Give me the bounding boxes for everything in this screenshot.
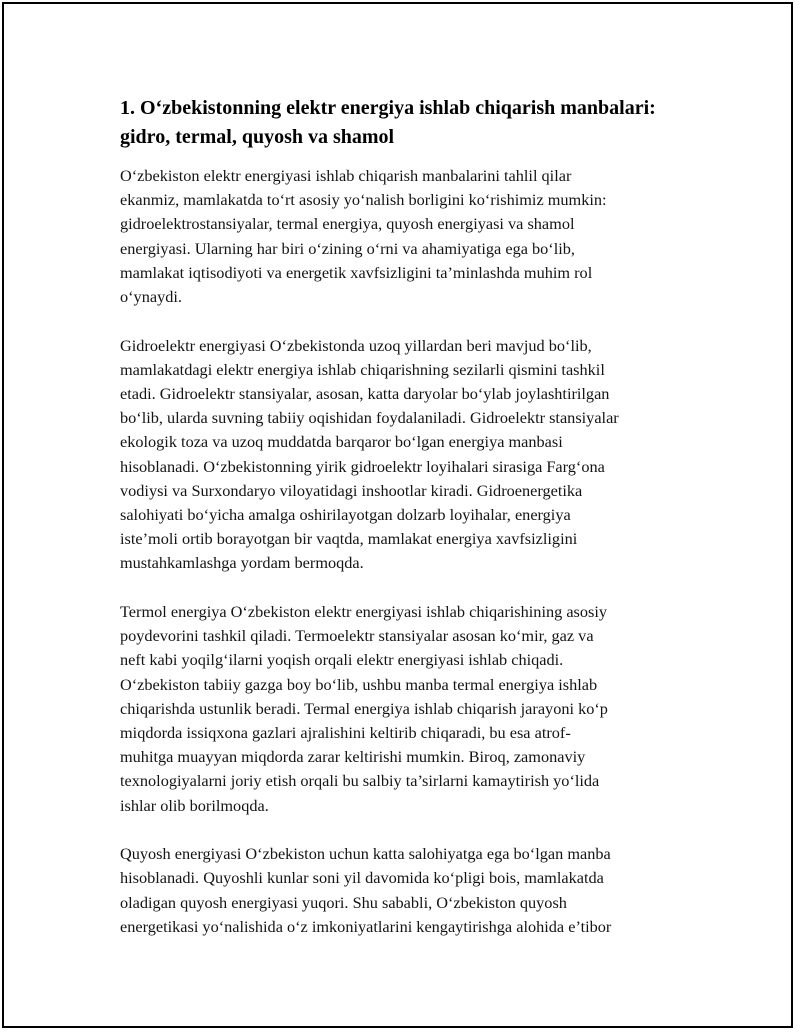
text-line: etadi. Gidroelektr stansiyalar, asosan, katta daryolar bo‘ylab joylashtirilgan <box>120 384 610 404</box>
text-line: mustahkamlashga yordam bermoqda. <box>120 553 364 573</box>
text-line: salohiyati bo‘yicha amalga oshirilayotgan dolzarb loyihalar, energiya <box>120 505 571 525</box>
text-line: Termol energiya O‘zbekiston elektr energiyasi ishlab chiqarishining asosiy <box>120 602 608 622</box>
text-line: hisoblanadi. O‘zbekistonning yirik gidroelektr loyihalari sirasiga Farg‘ona <box>120 456 605 476</box>
text-line: O‘zbekiston tabiiy gazga boy bo‘lib, ushbu manba termal energiya ishlab <box>120 674 598 694</box>
paragraph-solar <box>120 842 690 939</box>
text-line: poydevorini tashkil qiladi. Termoelektr stansiyalar asosan ko‘mir, gaz va <box>120 626 594 646</box>
paragraph-thermal <box>120 600 690 818</box>
text-line: hisoblanadi. Quyoshli kunlar soni yil davomida ko‘pligi bois, mamlakatda <box>120 868 604 888</box>
text-line: oladigan quyosh energiyasi yuqori. Shu sababli, O‘zbekiston quyosh <box>120 892 567 912</box>
text-line: muhitga muayyan miqdorda zarar keltirishi mumkin. Biroq, zamonaviy <box>120 747 586 767</box>
document-page <box>2 2 793 1028</box>
text-line: miqdorda issiqxona gazlari ajralishini keltirib chiqaradi, bu esa atrof- <box>120 723 571 743</box>
text-line: Quyosh energiyasi O‘zbekiston uchun katta salohiyatga ega bo‘lgan manba <box>120 844 611 864</box>
text-line: neft kabi yoqilg‘ilarni yoqish orqali elektr energiyasi ishlab chiqadi. <box>120 650 564 670</box>
heading-line: gidro, termal, quyosh va shamol <box>120 126 395 148</box>
text-line: ekologik toza va uzoq muddatda barqaror bo‘lgan energiya manbasi <box>120 432 563 452</box>
text-line: chiqarishda ustunlik beradi. Termal energiya ishlab chiqarish jarayoni ko‘p <box>120 698 608 718</box>
paragraph-intro <box>120 164 690 309</box>
text-line: o‘ynaydi. <box>120 287 182 307</box>
text-line: gidroelektrostansiyalar, termal energiya, quyosh energiyasi va shamol <box>120 214 575 234</box>
text-line: ekanmiz, mamlakatda to‘rt asosiy yo‘nalish borligini ko‘rishimiz mumkin: <box>120 190 607 210</box>
section-heading <box>120 94 690 152</box>
text-line: mamlakat iqtisodiyoti va energetik xavfsizligini ta’minlashda muhim rol <box>120 262 593 282</box>
paragraph-hydro <box>120 334 690 576</box>
document-content <box>120 94 690 963</box>
text-line: Gidroelektr energiyasi O‘zbekistonda uzoq yillardan beri mavjud bo‘lib, <box>120 335 592 355</box>
text-line: energiyasi. Ularning har biri o‘zining o‘rni va ahamiyatiga ega bo‘lib, <box>120 238 575 258</box>
text-line: iste’moli ortib borayotgan bir vaqtda, mamlakat energiya xavfsizligini <box>120 529 578 549</box>
text-line: energetikasi yo‘nalishida o‘z imkoniyatlarini kengaytirishga alohida e’tibor <box>120 916 612 936</box>
text-line: vodiysi va Surxondaryo viloyatidagi inshootlar kiradi. Gidroenergetika <box>120 480 583 500</box>
text-line: O‘zbekiston elektr energiyasi ishlab chiqarish manbalarini tahlil qilar <box>120 166 572 185</box>
heading-line: 1. O‘zbekistonning elektr energiya ishlab chiqarish manbalari: <box>120 97 656 119</box>
text-line: bo‘lib, ularda suvning tabiiy oqishidan foydalaniladi. Gidroelektr stansiyalar <box>120 408 619 428</box>
text-line: ishlar olib borilmoqda. <box>120 795 269 815</box>
text-line: texnologiyalarni joriy etish orqali bu salbiy ta’sirlarni kamaytirish yo‘lida <box>120 771 600 791</box>
text-line: mamlakatdagi elektr energiya ishlab chiqarishning sezilarli qismini tashkil <box>120 359 605 379</box>
